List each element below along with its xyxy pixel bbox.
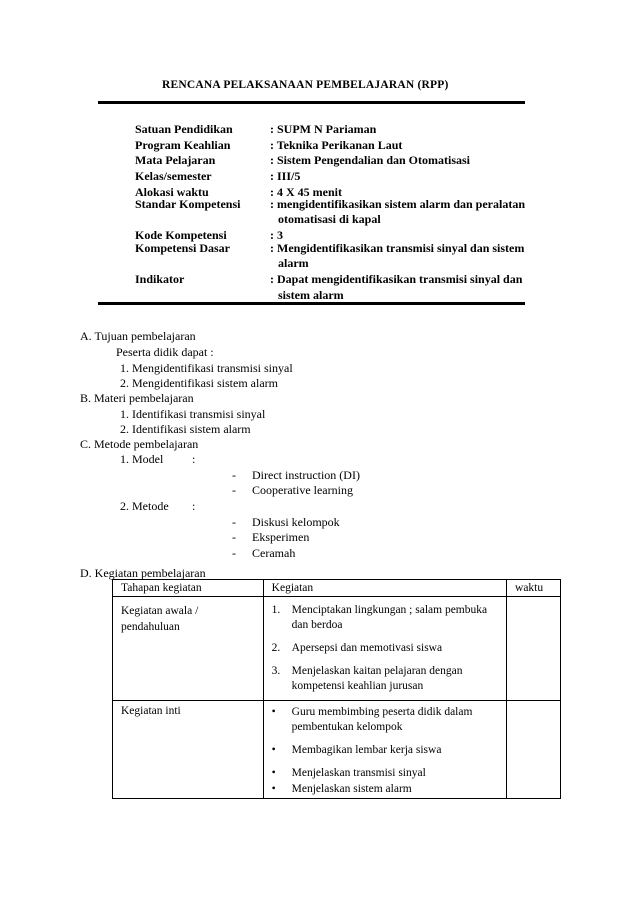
stage-line: Kegiatan awala / — [121, 605, 199, 617]
list-item — [272, 782, 498, 797]
identity-value: : SUPM N Pariaman — [270, 122, 377, 136]
list-item — [272, 743, 498, 758]
list-marker: 3. — [271, 665, 281, 677]
identity-label: Kelas/semester — [135, 169, 212, 183]
metode-item: Ceramah — [252, 546, 296, 560]
model-item: Cooperative learning — [252, 483, 353, 497]
dash: - — [232, 546, 236, 560]
section-heading: D. Kegiatan pembelajaran — [80, 566, 206, 580]
identity-label: Standar Kompetensi — [135, 197, 241, 211]
list-item — [272, 705, 498, 735]
time-cell — [507, 701, 561, 799]
column-header: Kegiatan — [263, 580, 506, 597]
table-row — [113, 701, 561, 799]
list-text: Menjelaskan sistem alarm — [291, 783, 412, 795]
list-text: Membagikan lembar kerja siswa — [291, 744, 442, 756]
activities-table — [112, 579, 561, 799]
list-marker: 1. — [271, 604, 281, 616]
identity-value: : 3 — [270, 228, 283, 242]
metode-colon: : — [192, 499, 196, 513]
list-item — [272, 641, 498, 656]
identity-value: : III/5 — [270, 169, 301, 183]
identity-label: Indikator — [135, 272, 185, 286]
activity-cell — [263, 701, 506, 799]
list-item — [272, 664, 498, 694]
identity-label: Kode Kompetensi — [135, 228, 227, 242]
model-colon: : — [192, 452, 196, 466]
dash: - — [232, 483, 236, 497]
bullet-icon: • — [271, 706, 276, 718]
metode-item: Diskusi kelompok — [252, 515, 340, 529]
metode-label: 2. Metode — [120, 499, 169, 513]
list-item — [272, 766, 498, 781]
identity-value: : mengidentifikasikan sistem alarm dan peralatan — [270, 197, 526, 211]
section-heading: A. Tujuan pembelajaran — [80, 329, 196, 343]
identity-value: : 4 X 45 menit — [270, 185, 342, 199]
dash: - — [232, 515, 236, 529]
section-intro: Peserta didik dapat : — [116, 345, 214, 359]
column-header: waktu — [507, 580, 561, 597]
identity-label: Satuan Pendidikan — [135, 122, 233, 136]
bullet-icon: • — [271, 783, 276, 795]
dash: - — [232, 468, 236, 482]
stage-line: Kegiatan inti — [121, 705, 181, 717]
identity-value: : Teknika Perikanan Laut — [270, 138, 403, 152]
stage-line: pendahuluan — [121, 621, 180, 633]
column-header: Tahapan kegiatan — [113, 580, 264, 597]
identity-label: Alokasi waktu — [135, 185, 209, 199]
identity-label: Mata Pelajaran — [135, 153, 216, 167]
bullet-icon: • — [271, 767, 276, 779]
model-label: 1. Model — [120, 452, 164, 466]
bottom-rule — [98, 302, 525, 305]
list-text: Menciptakan lingkungan ; salam pembuka dan berdoa — [291, 604, 488, 631]
document-title: RENCANA PELAKSANAAN PEMBELAJARAN (RPP) — [162, 79, 449, 91]
table-row — [113, 597, 561, 701]
table-header-row — [113, 580, 561, 597]
list-text: Guru membimbing peserta didik dalam pembentukan kelompok — [291, 706, 473, 733]
list-text: Menjelaskan transmisi sinyal — [291, 767, 426, 779]
stage-cell — [113, 597, 264, 701]
list-item: 1. Identifikasi transmisi sinyal — [120, 407, 266, 421]
dash: - — [232, 530, 236, 544]
section-heading: C. Metode pembelajaran — [80, 437, 199, 451]
bullet-icon: • — [271, 744, 276, 756]
identity-value-continued: sistem alarm — [278, 288, 344, 302]
time-cell — [507, 597, 561, 701]
identity-label: Program Keahlian — [135, 138, 231, 152]
list-text: Apersepsi dan memotivasi siswa — [291, 642, 443, 654]
model-item: Direct instruction (DI) — [252, 468, 360, 482]
stage-cell — [113, 701, 264, 799]
identity-value-continued: alarm — [278, 256, 309, 270]
list-item — [272, 603, 498, 633]
identity-value-continued: otomatisasi di kapal — [278, 212, 381, 226]
identity-value: : Sistem Pengendalian dan Otomatisasi — [270, 153, 471, 167]
top-rule — [98, 101, 525, 104]
list-marker: 2. — [271, 642, 281, 654]
list-item: 2. Mengidentifikasi sistem alarm — [120, 376, 278, 390]
identity-value: : Dapat mengidentifikasikan transmisi sinyal dan — [270, 272, 523, 286]
list-item: 2. Identifikasi sistem alarm — [120, 422, 251, 436]
metode-item: Eksperimen — [252, 530, 310, 544]
list-text: Menjelaskan kaitan pelajaran dengan kompetensi keahlian jurusan — [291, 665, 463, 692]
section-heading: B. Materi pembelajaran — [80, 391, 194, 405]
identity-value: : Mengidentifikasikan transmisi sinyal dan sistem — [270, 241, 525, 255]
list-item: 1. Mengidentifikasi transmisi sinyal — [120, 361, 293, 375]
activity-cell — [263, 597, 506, 701]
identity-label: Kompetensi Dasar — [135, 241, 230, 255]
